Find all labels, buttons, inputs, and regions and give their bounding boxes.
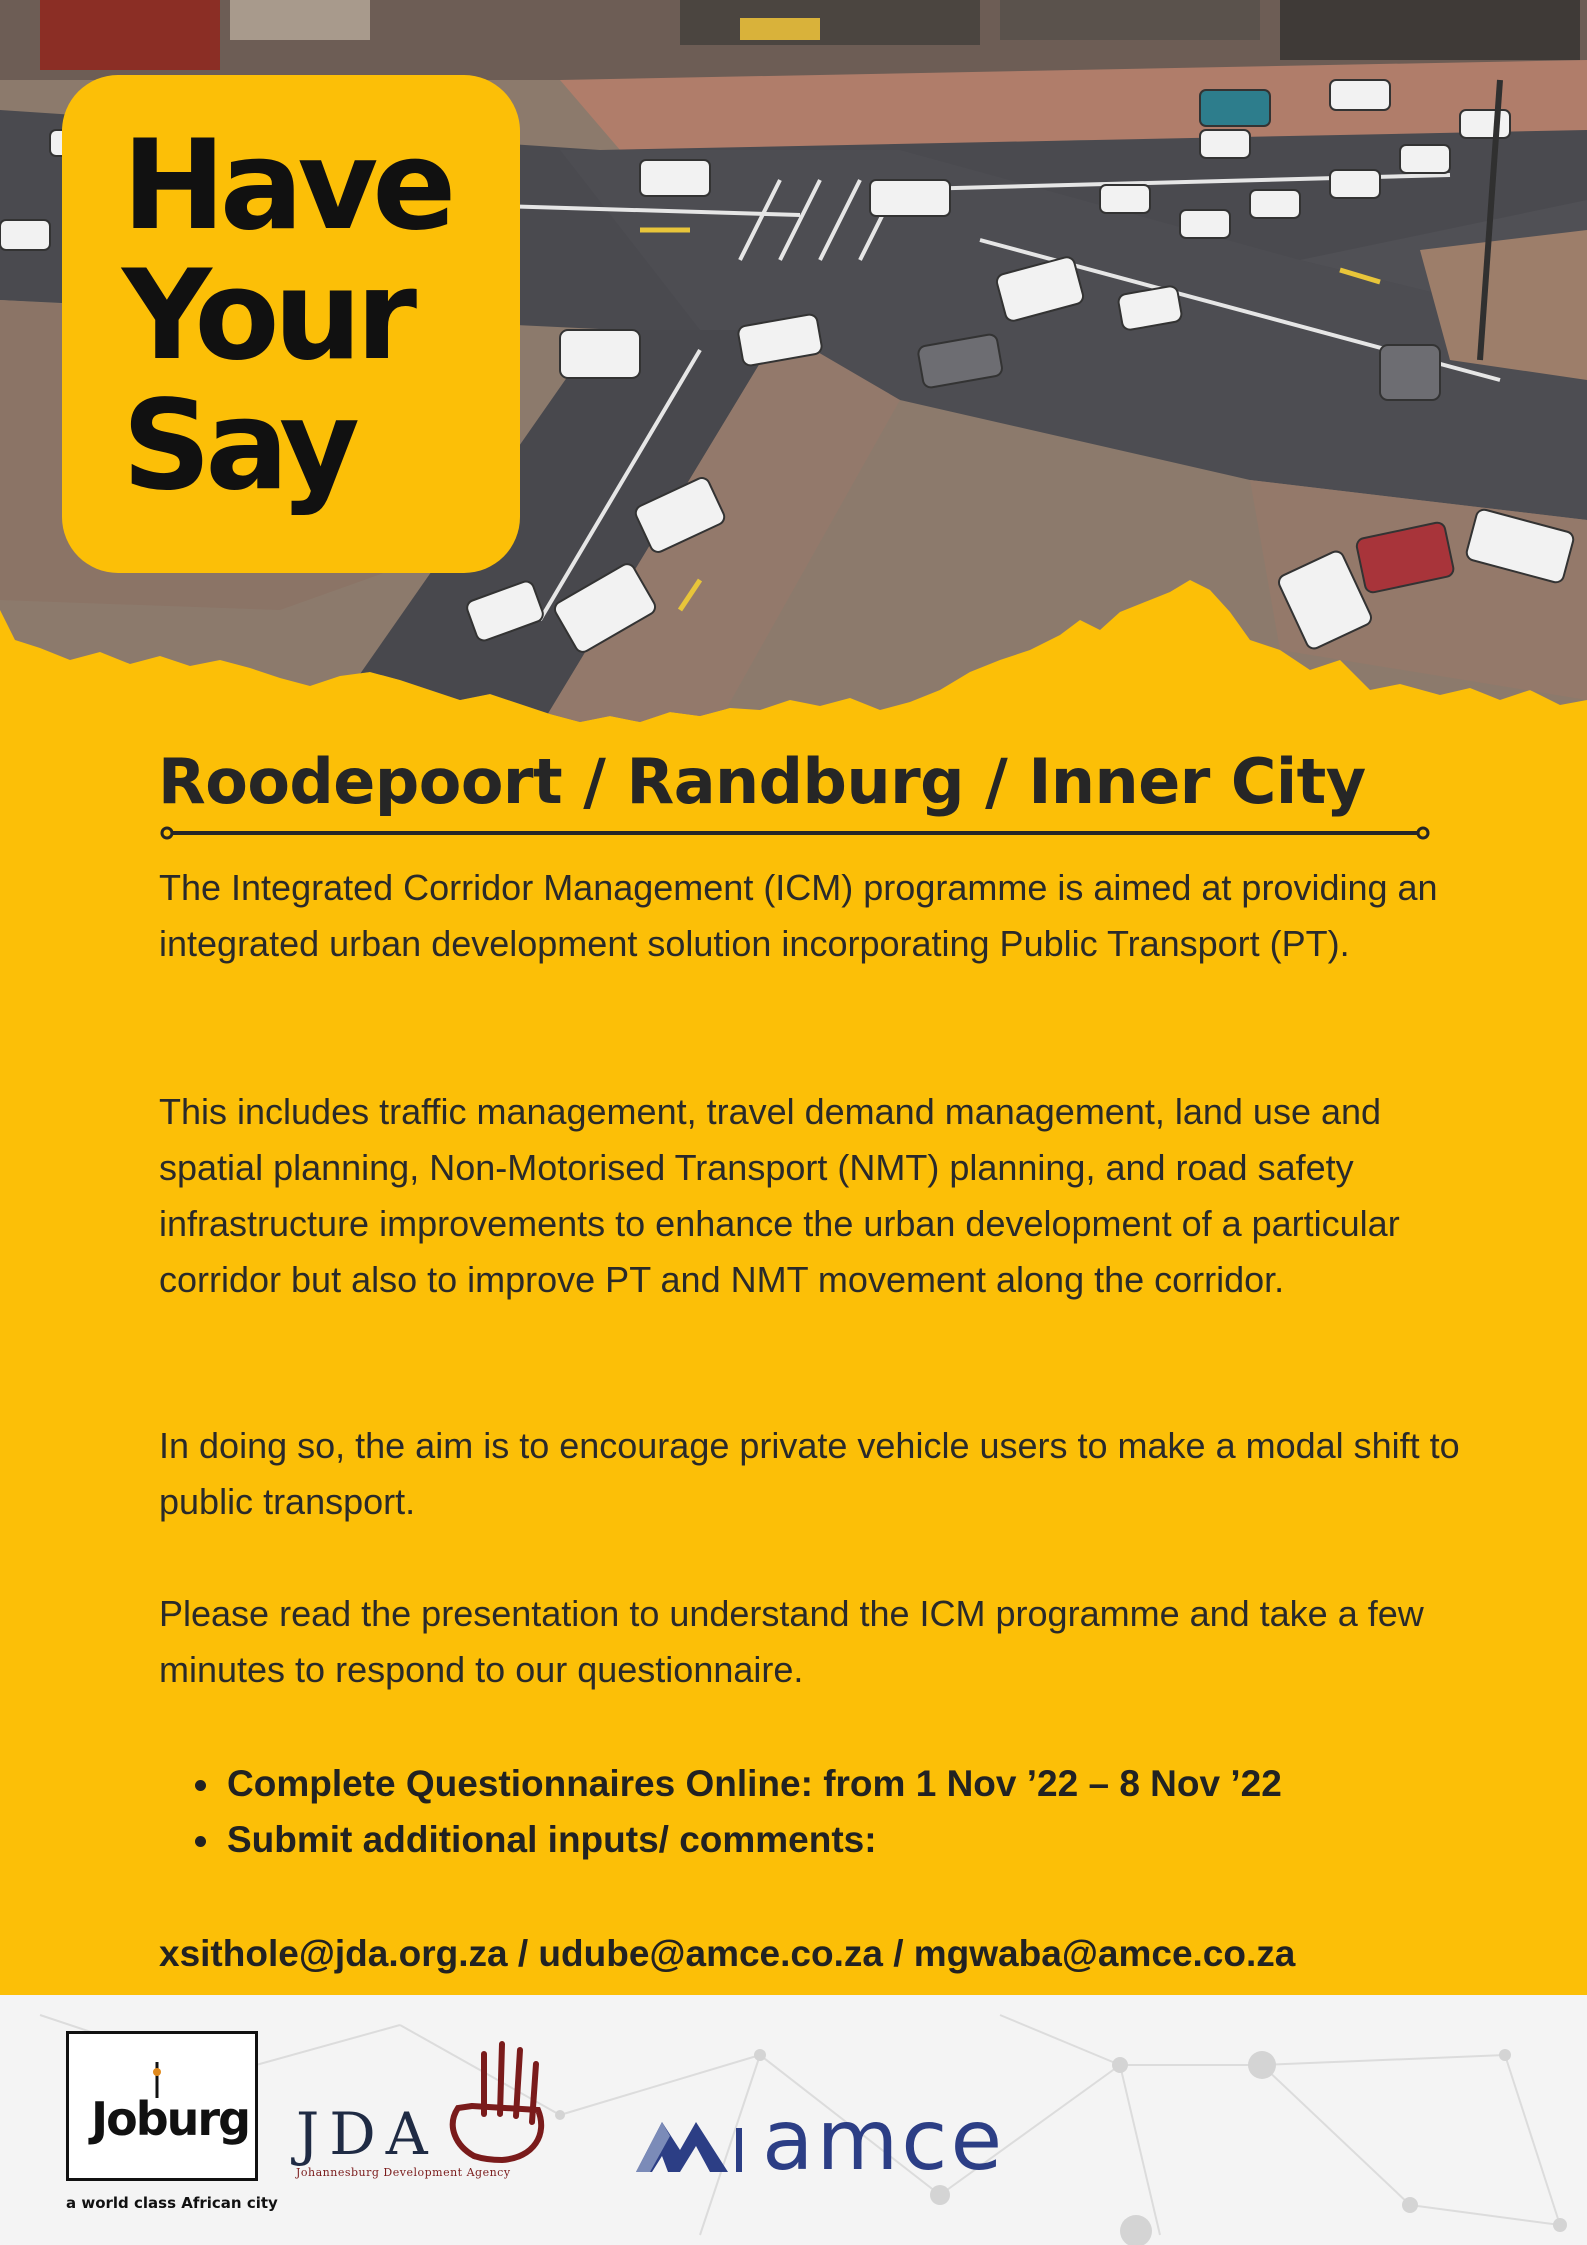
action-list: [193, 1756, 1282, 1868]
aim-paragraph: In doing so, the aim is to encourage private vehicle users to make a modal shift to public transport.: [159, 1425, 1460, 1522]
joburg-wordmark: Joburg: [91, 2092, 250, 2146]
joburg-tagline: a world class African city: [66, 2194, 278, 2212]
page-title: Roodepoort / Randburg / Inner City: [158, 745, 1366, 818]
contact-emails[interactable]: xsithole@jda.org.za / udube@amce.co.za / mgwaba@amce.co.za: [159, 1933, 1296, 1974]
list-item-submit-comments: Submit additional inputs/ comments:: [193, 1812, 1282, 1868]
badge-line-say: Say: [122, 374, 354, 518]
amce-m-icon: [636, 2116, 754, 2172]
intro-paragraph: The Integrated Corridor Management (ICM) programme is aimed at providing an integrated urban development solution incorporating Public Transport (PT).: [159, 867, 1438, 964]
amce-wordmark: amce: [762, 2091, 1006, 2189]
badge-line-your: Your: [122, 244, 412, 388]
badge-line-have: Have: [122, 114, 451, 258]
jda-subtitle: Johannesburg Development Agency: [296, 2166, 511, 2179]
joburg-logo: [66, 2031, 258, 2181]
jda-wordmark: JDA: [296, 2100, 438, 2168]
list-item-questionnaire-dates: Complete Questionnaires Online: from 1 Nov ’22 – 8 Nov ’22: [193, 1756, 1282, 1812]
scope-paragraph: This includes traffic management, travel demand management, land use and spatial planning, Non-Motorised Transport (NMT) planning, and road safety infrastructure improvements to enhance the urban development of a particular corridor but also to improve PT and NMT movement along the corridor.: [159, 1091, 1400, 1300]
hero-intersection-photo: [0, 0, 1587, 760]
call-to-action-paragraph: Please read the presentation to understand the ICM programme and take a few minutes to respond to our questionnaire.: [159, 1593, 1424, 1690]
have-your-say-badge: [62, 75, 520, 573]
joburg-tower-icon: [137, 2060, 177, 2100]
title-underline-divider: [160, 826, 1430, 840]
